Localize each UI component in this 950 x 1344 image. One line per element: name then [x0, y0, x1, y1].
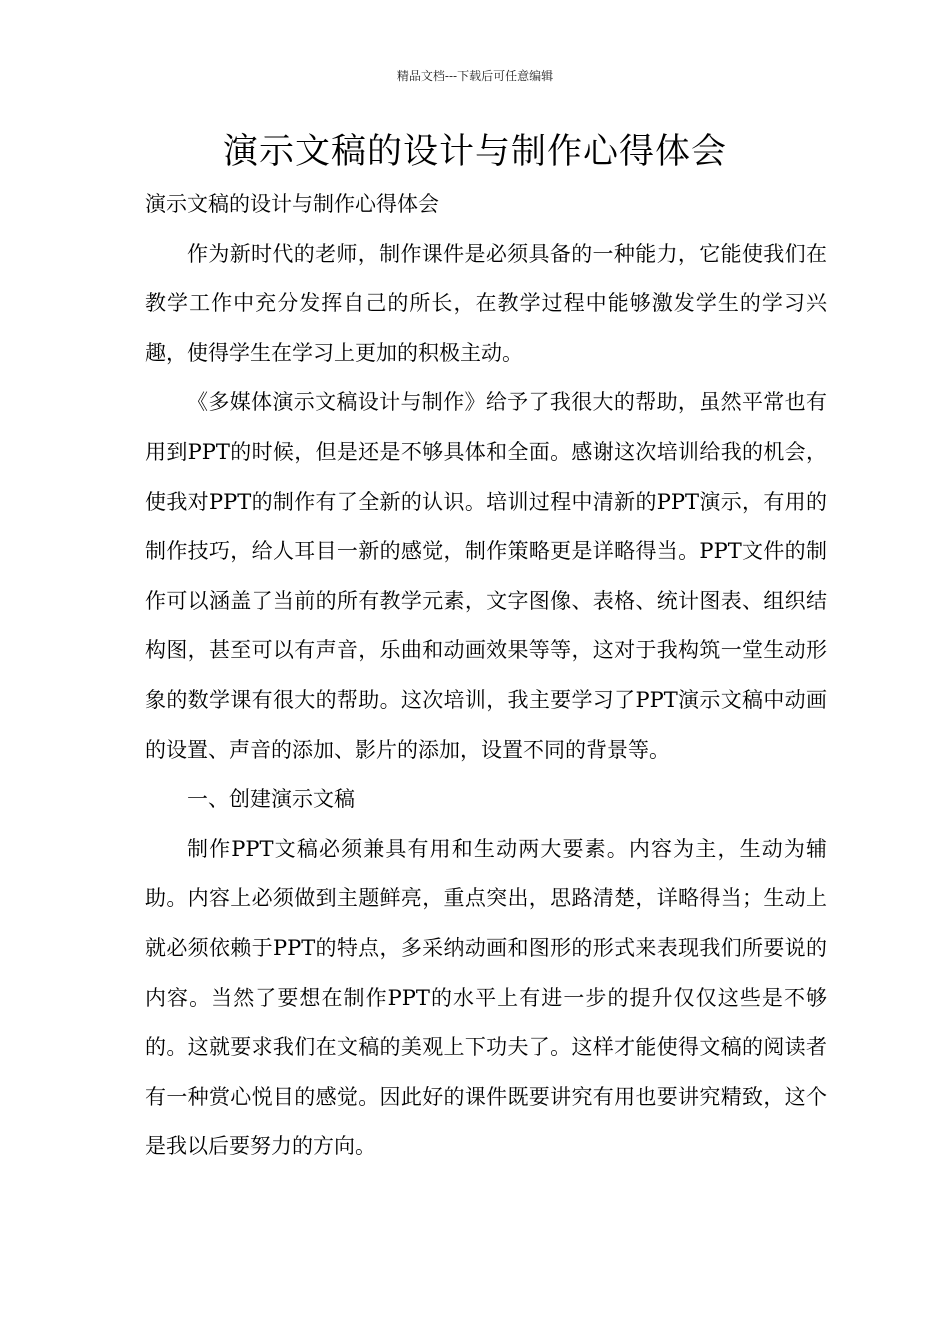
document-body: [145, 180, 827, 1172]
document-subtitle: 演示文稿的设计与制作心得体会: [145, 192, 439, 216]
paragraph-create: 制作PPT文稿必须兼具有用和生动两大要素。内容为主，生动为辅助。内容上必须做到主题鲜亮，重点突出，思路清楚，详略得当；生动上就必须依赖于PPT的特点，多采纳动画和图形的形式来表现我们所要说的内容。当然了要想在制作PPT的水平上有进一步的提升仅仅这些是不够的。这就要求我们在文稿的美观上下功夫了。这样才能使得文稿的阅读者有一种赏心悦目的感觉。因此好的课件既要讲究有用也要讲究精致，这个是我以后要努力的方向。: [145, 836, 827, 1159]
document-title: 演示文稿的设计与制作心得体会: [222, 132, 727, 172]
page-header-note: 精品文档---下载后可任意编辑: [396, 69, 554, 83]
paragraph-training: 《多媒体演示文稿设计与制作》给予了我很大的帮助，虽然平常也有用到PPT的时候，但是还是不够具体和全面。感谢这次培训给我的机会，使我对PPT的制作有了全新的认识。培训过程中清新的PPT演示，有用的制作技巧，给人耳目一新的感觉，制作策略更是详略得当。PPT文件的制作可以涵盖了当前的所有教学元素，文字图像、表格、统计图表、组织结构图，甚至可以有声音，乐曲和动画效果等等，这对于我构筑一堂生动形象的数学课有很大的帮助。这次培训，我主要学习了PPT演示文稿中动画的设置、声音的添加、影片的添加，设置不同的背景等。: [145, 390, 827, 762]
section-heading-create: 一、创建演示文稿: [187, 787, 355, 812]
paragraph-intro: 作为新时代的老师，制作课件是必须具备的一种能力，它能使我们在教学工作中充分发挥自己的所长，在教学过程中能够激发学生的学习兴趣，使得学生在学习上更加的积极主动。: [145, 241, 827, 365]
